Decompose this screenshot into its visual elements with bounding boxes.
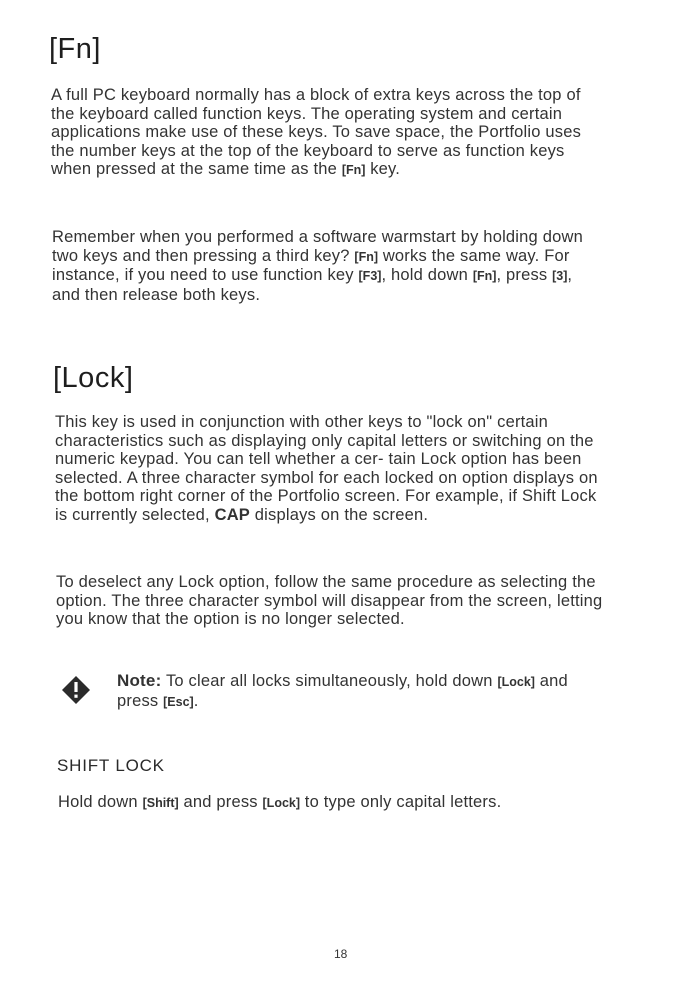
heading-shift-lock: SHIFT LOCK [57, 756, 165, 775]
lock-paragraph-2: To deselect any Lock option, follow the same procedure as selecting the option. The three character symbol will disappear from the screen, letting you know that the option is no longer selected. [56, 573, 603, 628]
lock-paragraph-1: This key is used in conjunction with other keys to "lock on" certain characteristics such as displaying only capital letters or switching on the numeric keypad. You can tell whether a cer- tain Lock option has been selected. A three character symbol for each locked on option displays on the bottom right corner of the Portfolio screen. For example, if Shift Lock is currently selected, CAP displays on the screen. [55, 413, 598, 524]
key-fn: [Fn] [341, 163, 366, 177]
fn-paragraph-1: A full PC keyboard normally has a block of extra keys across the top of the keyboard called function keys. The operating system and certain applications make use of these keys. To save space, the Portfolio uses the number keys at the top of the keyboard to serve as function keys when pressed at the same time as the [Fn] key. [51, 86, 582, 178]
fn-paragraph-2: Remember when you performed a software warmstart by holding down two keys and then pressing a third key? [Fn] works the same way. For instance, if you need to use function key [F3], hold down [Fn], press [3], and then release both keys. [52, 228, 583, 304]
note-text: Note: To clear all locks simultaneously, hold down [Lock] and press [Esc]. [117, 671, 568, 710]
key-lock: [Lock] [497, 675, 535, 689]
key-esc: [Esc] [163, 694, 194, 709]
key-fn: [Fn] [354, 249, 379, 264]
key-fn: [Fn] [472, 269, 497, 283]
key-lock: [Lock] [262, 796, 301, 810]
shift-lock-text: Hold down [Shift] and press [Lock] to type only capital letters. [58, 793, 502, 811]
page-number: 18 [334, 947, 348, 961]
key-3: [3] [552, 269, 568, 283]
key-shift: [Shift] [142, 796, 179, 810]
note-label: Note: [117, 671, 162, 690]
note-diamond-icon [61, 675, 91, 705]
cap-symbol: CAP [214, 505, 251, 524]
heading-lock: [Lock] [53, 362, 134, 394]
heading-fn: [Fn] [49, 33, 101, 65]
key-f3: [F3] [358, 269, 382, 283]
